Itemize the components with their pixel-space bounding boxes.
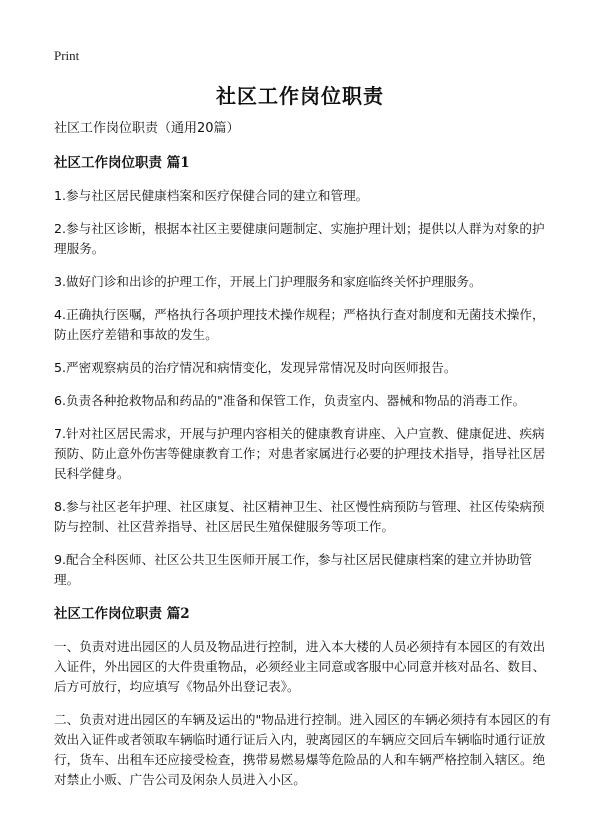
paragraph: 7.针对社区居民需求，开展与护理内容相关的健康教育讲座、入户宣教、健康促进、疾病预防、防止意外伤害等健康教育工作；对患者家属进行必要的护理技术指导，指导社区居民科学健身。 bbox=[54, 426, 546, 481]
paragraph: 1.参与社区居民健康档案和医疗保健合同的建立和管理。 bbox=[54, 188, 369, 203]
paragraph: 二、负责对进出园区的车辆及运出的"物品进行控制。进入园区的车辆必须持有本园区的有效出入证件或者领取车辆临时通行证后入内，驶离园区的车辆应交回后车辆临时通行证放行，货车、出租车还应接受检查，携带易燃易爆等危险品的人和车辆严格控制入辖区。绝对禁止小贩、广告公司及闲杂人员进入小区。 bbox=[54, 712, 551, 787]
section-heading: 社区工作岗位职责 篇2 bbox=[54, 606, 190, 622]
document-body bbox=[54, 120, 554, 803]
paragraph: 5.严密观察病员的治疗情况和病情变化，发现异常情况及时向医师报告。 bbox=[54, 360, 457, 375]
print-link[interactable]: Print bbox=[54, 48, 80, 63]
paragraph: 9.配合全科医师、社区公共卫生医师开展工作，参与社区居民健康档案的建立并协助管理。 bbox=[54, 552, 532, 587]
paragraph: 4.正确执行医嘱，严格执行各项护理技术操作规程；严格执行查对制度和无菌技术操作，防止医疗差错和事故的发生。 bbox=[54, 307, 545, 342]
paragraph: 2.参与社区诊断，根据本社区主要健康问题制定、实施护理计划；提供以人群为对象的护理服务。 bbox=[54, 221, 545, 256]
document-subtitle: 社区工作岗位职责（通用20篇） bbox=[54, 121, 240, 136]
section-heading: 社区工作岗位职责 篇1 bbox=[54, 155, 190, 171]
section-2 bbox=[54, 605, 554, 790]
document-title: 社区工作岗位职责 bbox=[216, 84, 384, 108]
section-1 bbox=[54, 154, 554, 590]
paragraph: 一、负责对进出园区的人员及物品进行控制，进入本大楼的人员必须持有本园区的有效出入证件，外出园区的大件贵重物品，必须经业主同意或客服中心同意并核对品名、数目、后方可放行，均应填写《物品外出登记表》。 bbox=[54, 639, 546, 694]
paragraph: 6.负责各种抢救物品和药品的"准备和保管工作，负责室内、器械和物品的消毒工作。 bbox=[54, 393, 526, 408]
paragraph: 3.做好门诊和出诊的护理工作，开展上门护理服务和家庭临终关怀护理服务。 bbox=[54, 274, 482, 289]
paragraph: 8.参与社区老年护理、社区康复、社区精神卫生、社区慢性病预防与管理、社区传染病预防与控制、社区营养指导、社区居民生殖保健服务等项工作。 bbox=[54, 499, 545, 534]
